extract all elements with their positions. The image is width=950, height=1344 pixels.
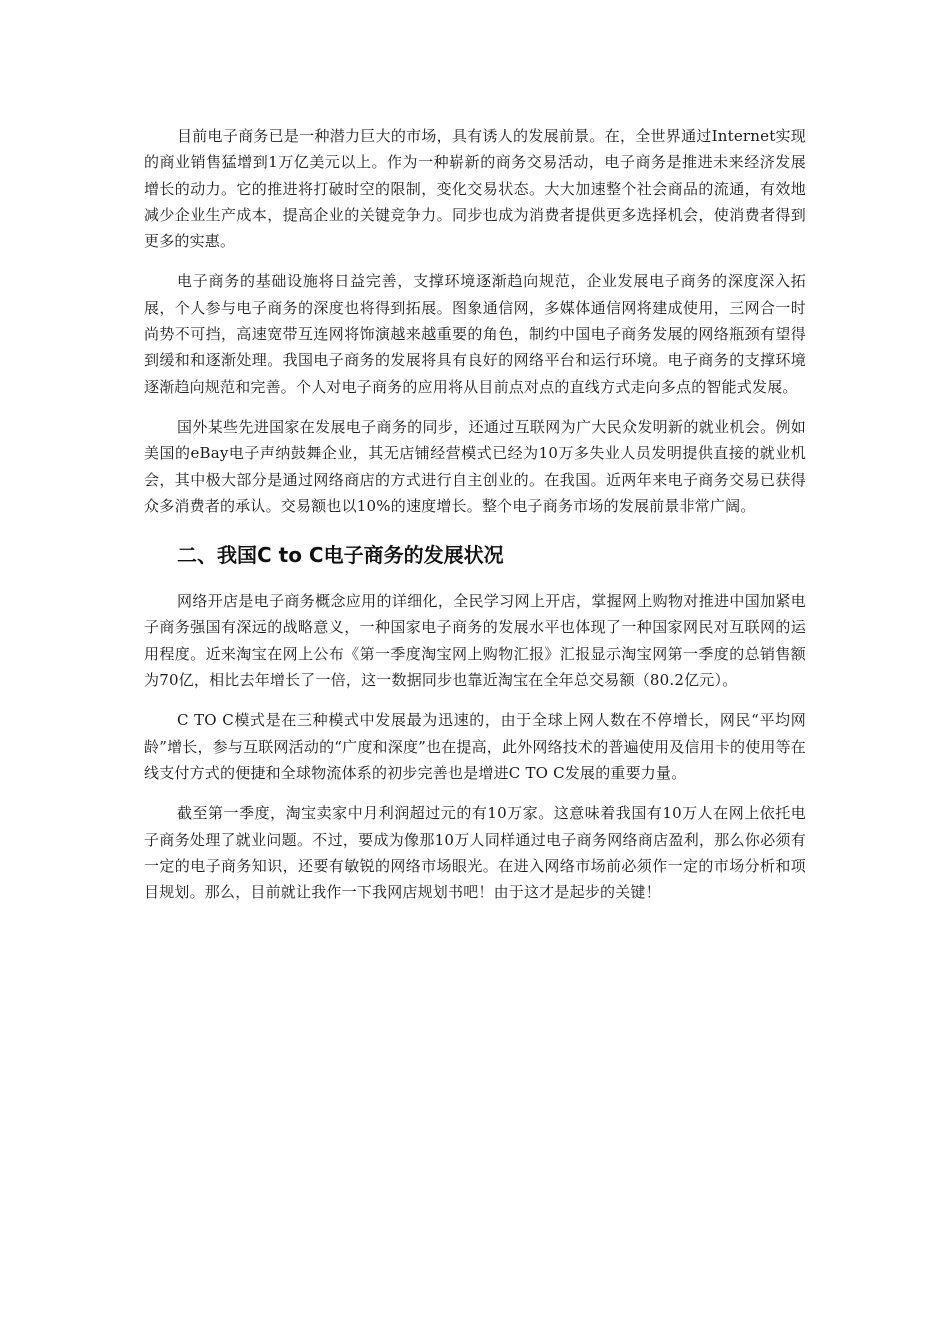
paragraph-infrastructure: 电子商务的基础设施将日益完善，支撑环境逐渐趋向规范，企业发展电子商务的深度深入拓展，个人参与电子商务的深度也将得到拓展。图象通信网，多媒体通信网将建成使用，三网合一时尚势不可挡，高速宽带互连网将饰演越来越重要的角色，制约中国电子商务发展的网络瓶颈有望得到缓和和逐渐处理。我国电子商务的发展将具有良好的网络平台和运行环境。电子商务的支撑环境逐渐趋向规范和完善。个人对电子商务的应用将从目前点对点的直线方式走向多点的智能式发展。 <box>144 272 806 396</box>
paragraph-foreign-employment: 国外某些先进国家在发展电子商务的同步，还通过互联网为广大民众发明新的就业机会。例如美国的eBay电子声纳鼓舞企业，其无店铺经营模式已经为10万多失业人员发明提供直接的就业机会，其中极大部分是通过网络商店的方式进行自主创业的。在我国。近两年来电子商务交易已获得众多消费者的承认。交易额也以10%的速度增长。整个电子商务市场的发展前景非常广阔。 <box>144 417 806 515</box>
paragraph-market-prospects: 目前电子商务已是一种潜力巨大的市场，具有诱人的发展前景。在，全世界通过Internet实现的商业销售猛增到1万亿美元以上。作为一种崭新的商务交易活动，电子商务是推进未来经济发展增长的动力。它的推进将打破时空的限制，变化交易状态。大大加速整个社会商品的流通，有效地减少企业生产成本，提高企业的关键竞争力。同步也成为消费者提供更多选择机会，使消费者得到更多的实惠。 <box>144 127 806 251</box>
section-heading-c2c: 二、我国C to C电子商务的发展状况 <box>177 543 504 568</box>
paragraph-taobao-sellers: 截至第一季度，淘宝卖家中月利润超过元的有10万家。这意味着我国有10万人在网上依托电子商务处理了就业问题。不过，要成为像那10万人同样通过电子商务网络商店盈利，那么你必须有一定的电子商务知识，还要有敏锐的网络市场眼光。在进入网络市场前必须作一定的市场分析和项目规划。那么，目前就让我作一下我网店规划书吧！由于这才是起步的关键！ <box>144 804 806 902</box>
paragraph-online-store: 网络开店是电子商务概念应用的详细化，全民学习网上开店，掌握网上购物对推进中国加紧电子商务强国有深远的战略意义，一种国家电子商务的发展水平也体现了一种国家网民对互联网的运用程度。近来淘宝在网上公布《第一季度淘宝网上购物汇报》汇报显示淘宝网第一季度的总销售额为70亿，相比去年增长了一倍，这一数据同步也靠近淘宝在全年总交易额（80.2亿元）。 <box>144 592 806 690</box>
document-body <box>144 123 806 919</box>
paragraph-c2c-model: C TO C模式是在三种模式中发展最为迅速的，由于全球上网人数在不停增长，网民“平均网龄”增长，参与互联网活动的“广度和深度”也在提高，此外网络技术的普遍使用及信用卡的使用等在线支付方式的便捷和全球物流体系的初步完善也是增进C TO C发展的重要力量。 <box>144 711 807 782</box>
